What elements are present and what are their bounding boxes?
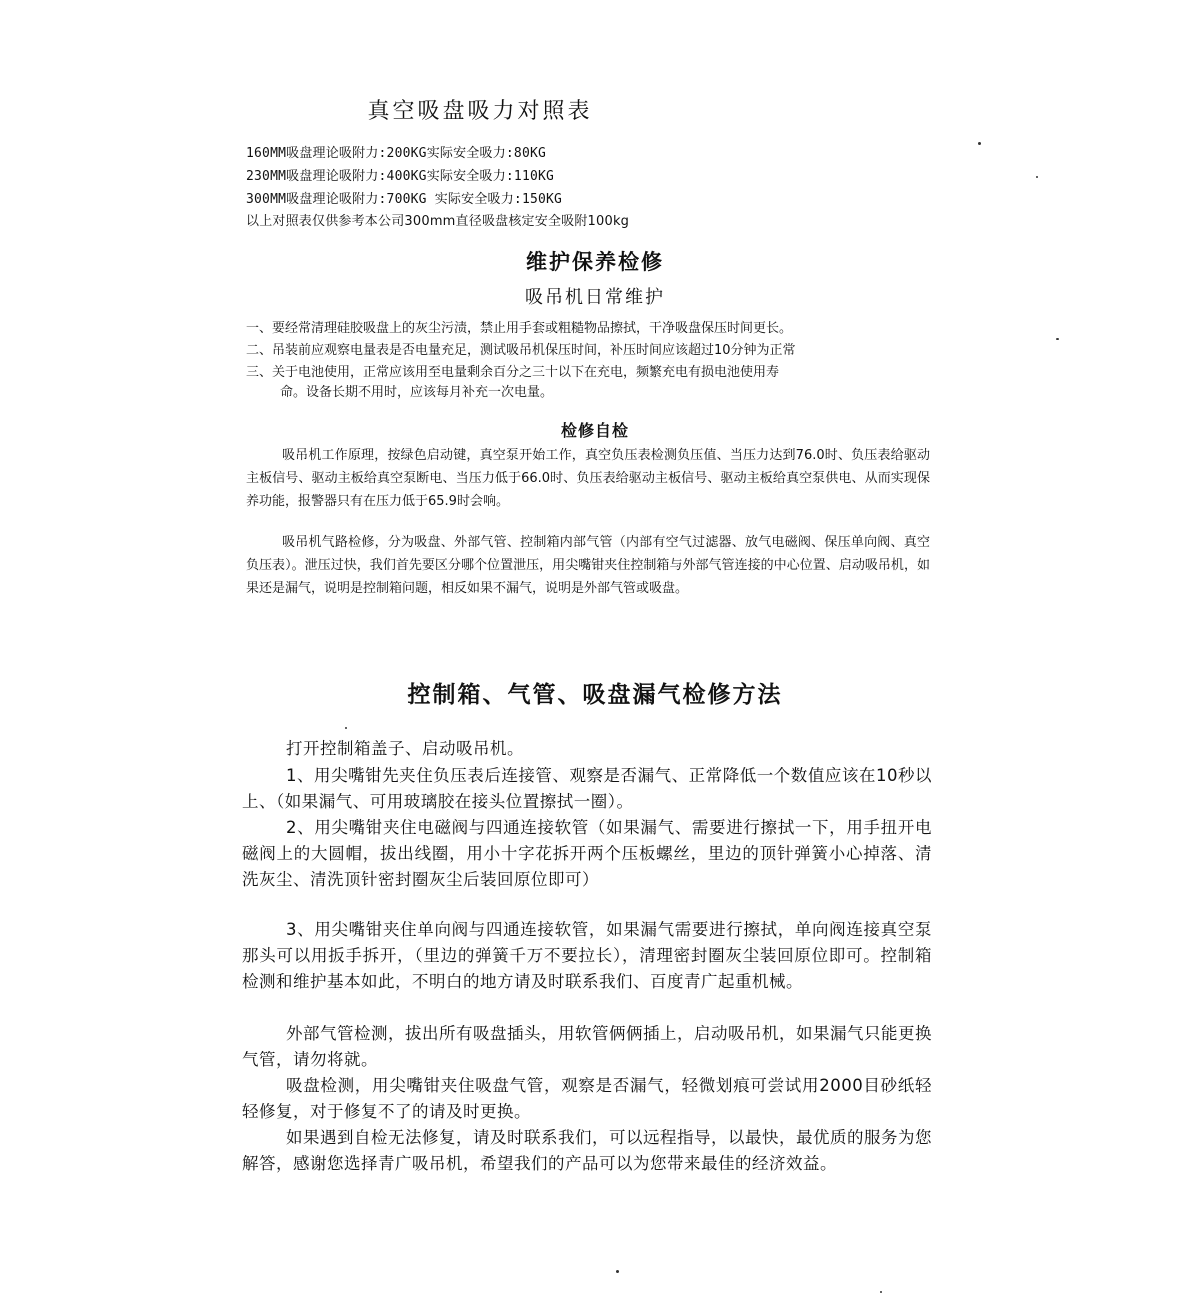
- leak-repair-title: 控制箱、气管、吸盘漏气检修方法: [407, 682, 783, 708]
- table-title: 真空吸盘吸力对照表: [367, 99, 593, 124]
- daily-item-2: 二、吊装前应观察电量表是否电量充足，测试吸吊机保压时间，补压时间应该超过10分钟为正常: [246, 343, 796, 358]
- spec-note: 以上对照表仅供参考本公司300mm直径吸盘核定安全吸附100kg: [246, 214, 630, 229]
- leak-paragraph-step-1: 1、用尖嘴钳先夹住负压表后连接管、观察是否漏气、正常降低一个数值应该在10秒以上、（如果漏气、可用玻璃胶在接头位置擦拭一圈）。: [242, 766, 932, 811]
- leak-paragraph-step-3: 3、用尖嘴钳夹住单向阀与四通连接软管，如果漏气需要进行擦拭，单向阀连接真空泵那头可以用扳手拆开，（里边的弹簧千万不要拉长），清理密封圈灰尘装回原位即可。控制箱检测和维护基本如此，不明白的地方请及时联系我们、百度青广起重机械。: [242, 920, 932, 991]
- leak-paragraph-external-hose: 外部气管检测，拔出所有吸盘插头，用软管俩俩插上，启动吸吊机，如果漏气只能更换气管，请勿将就。: [242, 1024, 932, 1069]
- spec-line-160: 160MM吸盘理论吸附力:200KG实际安全吸力:80KG: [246, 146, 547, 161]
- spec-line-230: 230MM吸盘理论吸附力:400KG实际安全吸力:110KG: [246, 169, 555, 184]
- scan-speck: [345, 727, 347, 729]
- daily-item-1: 一、要经常清理硅胶吸盘上的灰尘污渍，禁止用手套或粗糙物品擦拭，干净吸盘保压时间更长。: [246, 321, 793, 336]
- daily-item-3: 三、关于电池使用，正常应该用至电量剩余百分之三十以下在充电，频繁充电有损电池使用寿: [246, 365, 780, 380]
- scan-speck: [880, 1291, 882, 1293]
- leak-paragraph-open-box: 打开控制箱盖子、启动吸吊机。: [286, 739, 524, 758]
- selfcheck-title: 检修自检: [560, 421, 629, 440]
- leak-paragraph-suction-cup: 吸盘检测，用尖嘴钳夹住吸盘气管，观察是否漏气，轻微划痕可尝试用2000目砂纸轻轻修复，对于修复不了的请及时更换。: [242, 1076, 932, 1121]
- maintenance-title: 维护保养检修: [526, 250, 664, 274]
- leak-paragraph-contact: 如果遇到自检无法修复，请及时联系我们，可以远程指导，以最快，最优质的服务为您解答，感谢您选择青广吸吊机，希望我们的产品可以为您带来最佳的经济效益。: [242, 1128, 932, 1173]
- leak-paragraph-step-2: 2、用尖嘴钳夹住电磁阀与四通连接软管（如果漏气、需要进行擦拭一下，用手扭开电磁阀上的大圆帽，拔出线圈，用小十字花拆开两个压板螺丝，里边的顶针弹簧小心掉落、清洗灰尘、清洗顶针密封圈灰尘后装回原位即可）: [242, 818, 932, 889]
- selfcheck-paragraph-airway: 吸吊机气路检修，分为吸盘、外部气管、控制箱内部气管（内部有空气过滤器、放气电磁阀、保压单向阀、真空负压表）。泄压过快，我们首先要区分哪个位置泄压，用尖嘴钳夹住控制箱与外部气管连接的中心位置、启动吸吊机，如果还是漏气，说明是控制箱问题，相反如果不漏气，说明是外部气管或吸盘。: [246, 535, 930, 596]
- daily-item-3-continued: 命。设备长期不用时，应该每月补充一次电量。: [280, 385, 554, 400]
- daily-maintenance-subtitle: 吸吊机日常维护: [525, 287, 665, 308]
- scan-speck: [1036, 176, 1038, 178]
- spec-line-300: 300MM吸盘理论吸附力:700KG 实际安全吸力:150KG: [246, 192, 563, 207]
- scan-speck: [1056, 338, 1059, 340]
- scan-speck: [616, 1270, 619, 1273]
- selfcheck-paragraph-principle: 吸吊机工作原理，按绿色启动键，真空泵开始工作，真空负压表检测负压值、当压力达到76.0时、负压表给驱动主板信号、驱动主板给真空泵断电、当压力低于66.0时、负压表给驱动主板信号、驱动主板给真空泵供电、从而实现保养功能，报警器只有在压力低于65.9时会响。: [246, 448, 930, 509]
- scan-speck: [978, 142, 981, 145]
